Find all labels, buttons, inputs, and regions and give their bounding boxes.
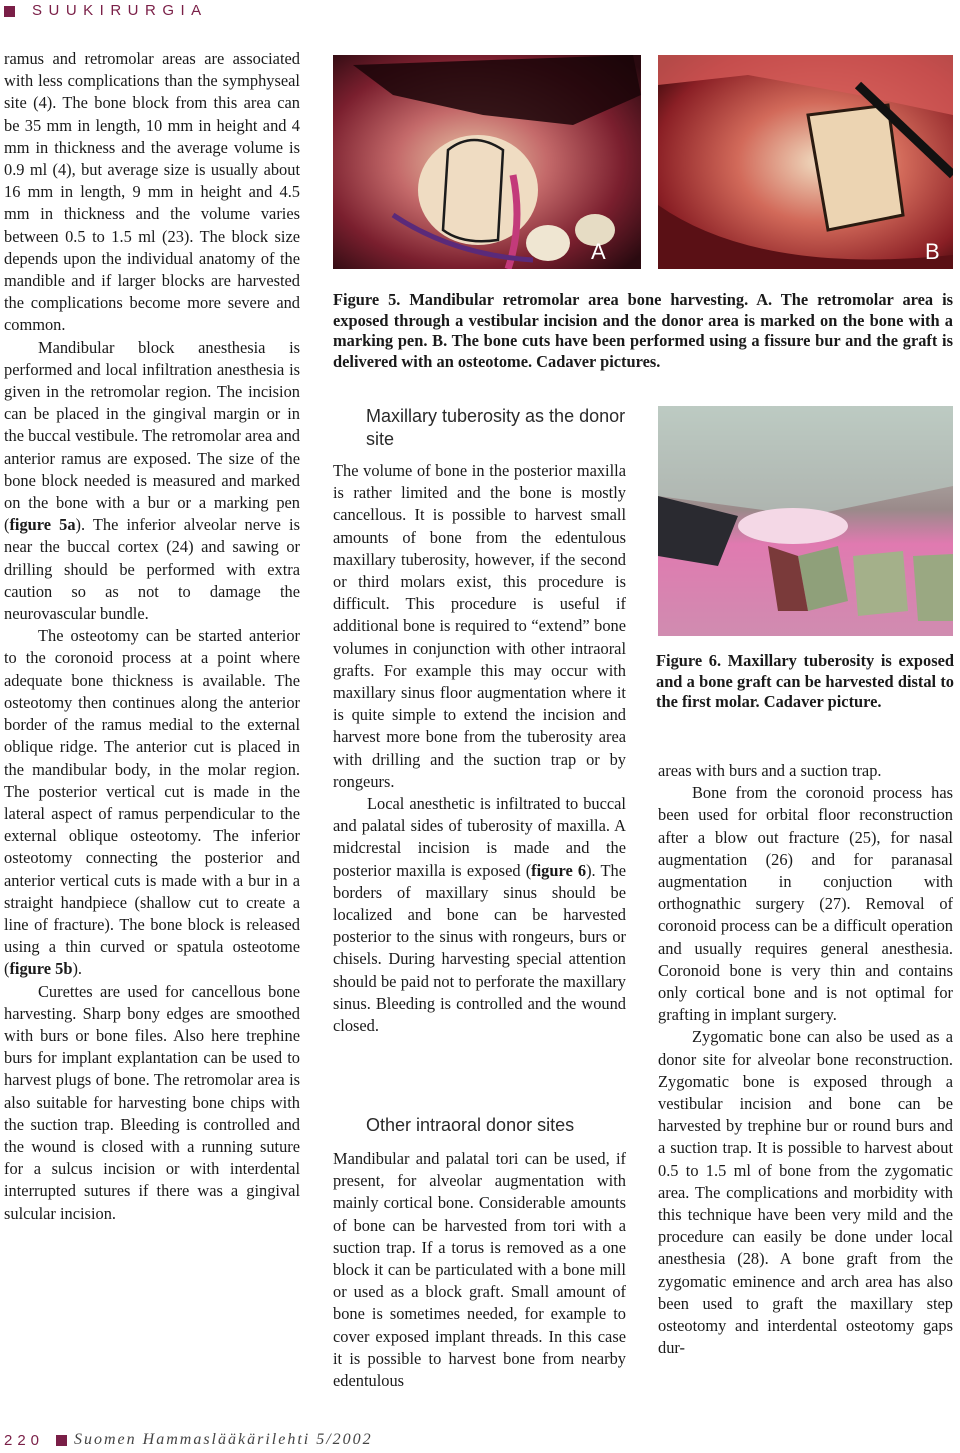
paragraph: areas with burs and a suction trap. bbox=[658, 761, 882, 780]
section-subheading: Other intraoral donor sites bbox=[366, 1115, 575, 1135]
footer-square-icon bbox=[56, 1435, 67, 1446]
text-column-2 bbox=[333, 460, 626, 1037]
section-title: SUUKIRURGIA bbox=[32, 2, 208, 19]
figure-5-caption: Figure 5. Mandibular retromolar area bone harvesting. A. The retromolar area is exposed through a vestibular incision and the donor area is marked on the bone with a marking pen. B. The bone cuts have been performed using a fissure bur and the graft is delivered with an osteotome. Cadaver pictures. bbox=[333, 290, 953, 371]
figure-5a-label: A bbox=[591, 239, 606, 264]
text-column-2b bbox=[333, 1148, 626, 1392]
text-column-1 bbox=[4, 48, 300, 1225]
paragraph: Curettes are used for cancellous bone harvesting. Sharp bony edges are smoothed with burs or bone files. Also here trephine burs for implant explantation can be used to harvest plugs of bone. The retromolar area is also suitable for harvesting bone chips with the suction trap. Bleeding is controlled and the wound is closed with a running suture for a sulcus incision or with interdental interrupted sutures if there was a gingival sulcular incision. bbox=[4, 981, 300, 1223]
paragraph: Zygomatic bone can also be used as a donor site for alveolar bone reconstruction. Zygomatic bone is exposed through a vestibular incision and bone can be harvested by trephine bur or round burs and a suction trap. It is possible to harvest about 0.5 to 1.5 ml of bone from the zygomatic area. The complications and morbidity with this technique have been very mild and the procedure can easily be done under local anesthesia (28). A bone graft from the zygomatic eminence and arch area has also been used to graft the maxillary step osteotomy and interdental osteotomy gaps dur- bbox=[658, 1027, 953, 1358]
figure-5b-label: B bbox=[925, 239, 940, 264]
paragraph: The volume of bone in the posterior maxilla is rather limited and the bone is mostly cancellous. It is possible to harvest small amounts of bone from the edentulous maxillary tuberosity, however, if the second or third molars exist, this procedure is difficult. This procedure is useful if additional bone is required to “extend” bone volumes in conjunction with other intraoral grafts. For example this may occur with maxillary sinus floor augmentation where it is quite simple to extend the incision and harvest more bone from the tuberosity area with drilling and the suction trap or by rongeurs. bbox=[333, 461, 626, 791]
figure-6-caption: Figure 6. Maxillary tuberosity is exposed and a bone graft can be harvested distal to the first molar. Cadaver picture. bbox=[656, 651, 954, 711]
figure-reference: figure 5b bbox=[9, 959, 73, 979]
section-subheading: Maxillary tuberosity as the donor site bbox=[366, 406, 626, 449]
figure-reference: figure 5a bbox=[9, 515, 76, 535]
figure-6-photo bbox=[658, 406, 953, 636]
page-footer bbox=[4, 1430, 424, 1452]
journal-name: Suomen Hammaslääkärilehti 5/2002 bbox=[74, 1431, 373, 1448]
figure-5b-photo bbox=[658, 55, 953, 269]
figure-reference: figure 6 bbox=[531, 860, 587, 880]
paragraph: Mandibular and palatal tori can be used, if present, for alveolar augmentation with mainly cortical bone. Considerable amounts of bone can be harvested from tori with a suction trap. If a torus is removed as a one block it can be particulated with a bone mill or used as a block graft. Small amount of bone is sometimes needed, for example to cover exposed implant threads. In this case it is possible to harvest bone from nearby edentulous bbox=[333, 1149, 626, 1391]
figure-5a-photo bbox=[333, 55, 641, 269]
paragraph: Local anesthetic is infiltrated to buccal and palatal sides of tuberosity of maxilla. A midcrestal incision is made and the posterior maxilla is exposed (figure 6). The borders of maxillary sinus should be localized and bone can be harvested posterior to the sinus with rongeurs, burs or chisels. During harvesting special attention should be paid not to perforate the maxillary sinus. Bleeding is controlled and the wound closed. bbox=[333, 794, 626, 1036]
paragraph: The osteotomy can be started anterior to the coronoid process at a point where adequate bone thickness is available. The osteotomy then continues along the anterior border of the ramus medial to the external oblique ridge. The anterior cut is placed in the mandibular body, in the molar region. The posterior vertical cut is made in the lateral aspect of ramus perpendicular to the external oblique osteotomy. The inferior osteotomy connecting the posterior and anterior vertical cuts is made with a bur in a straight handpiece (shallow cut to create a line of fracture). The bone block is released using a thin curved or spatula osteotome (figure 5b). bbox=[4, 626, 300, 979]
page-number: 220 bbox=[4, 1432, 45, 1449]
paragraph: Bone from the coronoid process has been used for orbital floor reconstruction after a blow out fracture (25), for nasal augmentation (26) and for paranasal augmentation in conjuction with orthognathic surgery (27). Removal of coronoid process can be a difficult operation and usually requires general anesthesia. Coronoid bone is very thin and contains only cortical bone and is not optimal for grafting in implant surgery. bbox=[658, 783, 953, 1025]
header-square-icon bbox=[4, 6, 15, 17]
paragraph: ramus and retromolar areas are associated with less complications than the symphyseal site (4). The bone block from this area can be 35 mm in length, 10 mm in height and 4 mm in thickness and the average volume is 0.9 ml (4), but average size is usually about 16 mm in length, 9 mm in height and 4.5 mm in thickness and the volume varies between 0.5 to 1.5 ml (23). The block size depends upon the individual anatomy of the mandible and if larger blocks are harvested the complications become more severe and common. bbox=[4, 49, 300, 335]
page-header bbox=[0, 0, 960, 24]
paragraph: Mandibular block anesthesia is performed and local infiltration anesthesia is given in the retromolar region. The incision can be placed in the gingival margin or in the buccal vestibule. The retromolar area and anterior ramus are exposed. The size of the bone block needed is measured and marked on the bone with a bur or a marking pen (figure 5a). The inferior alveolar nerve is near the buccal cortex (24) and sawing or drilling should be performed with extra caution so as not to damage the neurovascular bundle. bbox=[4, 337, 300, 624]
text-column-3 bbox=[658, 760, 953, 1359]
